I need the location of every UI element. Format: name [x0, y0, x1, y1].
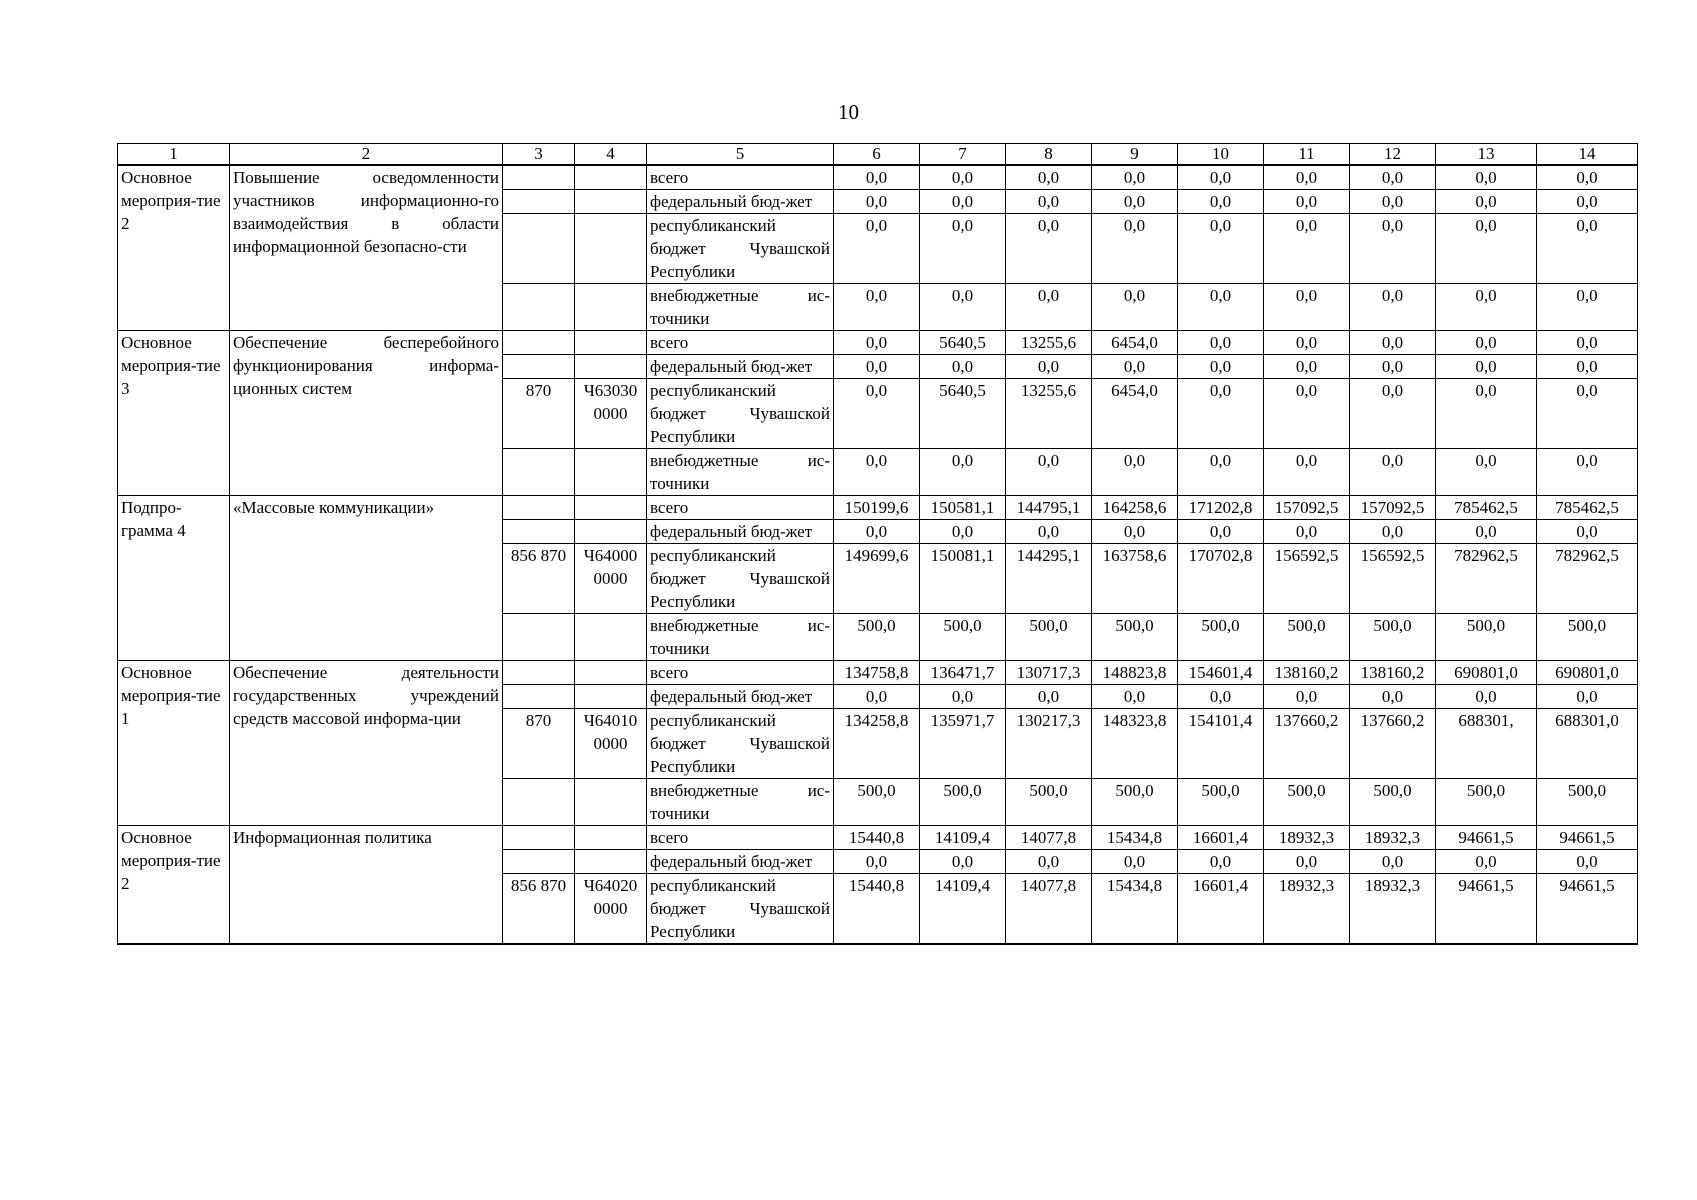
value-cell: 148823,8 — [1092, 661, 1178, 685]
value-cell: 0,0 — [1537, 379, 1638, 449]
value-cell: 148323,8 — [1092, 709, 1178, 779]
grbs-code-cell: 870 — [503, 379, 575, 449]
target-code-cell — [575, 284, 647, 331]
value-cell: 0,0 — [1436, 355, 1537, 379]
funding-source-cell: федеральный бюд-жет — [647, 850, 834, 874]
value-cell: 0,0 — [1537, 165, 1638, 190]
value-cell: 0,0 — [1264, 190, 1350, 214]
target-code-cell — [575, 449, 647, 496]
value-cell: 0,0 — [1006, 190, 1092, 214]
target-code-cell — [575, 190, 647, 214]
value-cell: 15440,8 — [834, 874, 920, 945]
grbs-code-cell — [503, 685, 575, 709]
value-cell: 0,0 — [1178, 379, 1264, 449]
value-cell: 0,0 — [1436, 284, 1537, 331]
value-cell: 150581,1 — [920, 496, 1006, 520]
value-cell: 18932,3 — [1264, 826, 1350, 850]
value-cell: 163758,6 — [1092, 544, 1178, 614]
target-code-cell — [575, 520, 647, 544]
header-cell-4: 4 — [575, 144, 647, 166]
measure-type-cell: Основное мероприя-тие 2 — [118, 165, 230, 331]
value-cell: 16601,4 — [1178, 874, 1264, 945]
grbs-code-cell: 856 870 — [503, 874, 575, 945]
value-cell: 0,0 — [1264, 685, 1350, 709]
value-cell: 0,0 — [1092, 520, 1178, 544]
grbs-code-cell — [503, 355, 575, 379]
value-cell: 14077,8 — [1006, 826, 1092, 850]
measure-title-cell: Информационная политика — [230, 826, 503, 945]
value-cell: 18932,3 — [1350, 874, 1436, 945]
value-cell: 0,0 — [1264, 449, 1350, 496]
value-cell: 18932,3 — [1350, 826, 1436, 850]
measure-type-cell: Основное мероприя-тие 1 — [118, 661, 230, 826]
value-cell: 0,0 — [834, 165, 920, 190]
value-cell: 0,0 — [920, 355, 1006, 379]
value-cell: 0,0 — [1436, 165, 1537, 190]
header-cell-13: 13 — [1436, 144, 1537, 166]
grbs-code-cell — [503, 190, 575, 214]
header-cell-7: 7 — [920, 144, 1006, 166]
value-cell: 0,0 — [834, 520, 920, 544]
value-cell: 0,0 — [1178, 449, 1264, 496]
header-cell-10: 10 — [1178, 144, 1264, 166]
target-code-cell — [575, 661, 647, 685]
value-cell: 0,0 — [1006, 355, 1092, 379]
value-cell: 14109,4 — [920, 826, 1006, 850]
value-cell: 0,0 — [1006, 520, 1092, 544]
value-cell: 500,0 — [1006, 779, 1092, 826]
grbs-code-cell — [503, 614, 575, 661]
value-cell: 157092,5 — [1264, 496, 1350, 520]
value-cell: 500,0 — [1537, 614, 1638, 661]
value-cell: 688301, — [1436, 709, 1537, 779]
value-cell: 156592,5 — [1264, 544, 1350, 614]
value-cell: 164258,6 — [1092, 496, 1178, 520]
value-cell: 0,0 — [1006, 449, 1092, 496]
value-cell: 130217,3 — [1006, 709, 1092, 779]
value-cell: 690801,0 — [1537, 661, 1638, 685]
value-cell: 500,0 — [1350, 779, 1436, 826]
funding-source-cell: внебюджетные ис-точники — [647, 284, 834, 331]
funding-source-cell: федеральный бюд-жет — [647, 520, 834, 544]
value-cell: 0,0 — [1436, 850, 1537, 874]
grbs-code-cell — [503, 779, 575, 826]
value-cell: 500,0 — [1006, 614, 1092, 661]
value-cell: 782962,5 — [1436, 544, 1537, 614]
value-cell: 500,0 — [1436, 614, 1537, 661]
grbs-code-cell — [503, 661, 575, 685]
measure-title-cell: Обеспечение бесперебойного функционирования информа-ционных систем — [230, 331, 503, 496]
value-cell: 144295,1 — [1006, 544, 1092, 614]
value-cell: 0,0 — [1350, 165, 1436, 190]
value-cell: 154601,4 — [1178, 661, 1264, 685]
target-code-cell — [575, 331, 647, 355]
grbs-code-cell — [503, 449, 575, 496]
target-code-cell: Ч63030 0000 — [575, 379, 647, 449]
funding-source-cell: республиканский бюджет Чувашской Республики — [647, 379, 834, 449]
value-cell: 16601,4 — [1178, 826, 1264, 850]
value-cell: 154101,4 — [1178, 709, 1264, 779]
value-cell: 6454,0 — [1092, 331, 1178, 355]
value-cell: 0,0 — [1092, 850, 1178, 874]
value-cell: 130717,3 — [1006, 661, 1092, 685]
target-code-cell — [575, 779, 647, 826]
value-cell: 150199,6 — [834, 496, 920, 520]
value-cell: 18932,3 — [1264, 874, 1350, 945]
value-cell: 137660,2 — [1264, 709, 1350, 779]
value-cell: 0,0 — [1006, 850, 1092, 874]
value-cell: 5640,5 — [920, 331, 1006, 355]
funding-source-cell: всего — [647, 496, 834, 520]
funding-source-cell: внебюджетные ис-точники — [647, 614, 834, 661]
value-cell: 0,0 — [920, 685, 1006, 709]
value-cell: 0,0 — [834, 190, 920, 214]
value-cell: 150081,1 — [920, 544, 1006, 614]
value-cell: 149699,6 — [834, 544, 920, 614]
table-row — [118, 496, 1638, 520]
value-cell: 690801,0 — [1436, 661, 1537, 685]
target-code-cell — [575, 685, 647, 709]
grbs-code-cell — [503, 214, 575, 284]
funding-source-cell: всего — [647, 826, 834, 850]
value-cell: 500,0 — [1264, 614, 1350, 661]
value-cell: 135971,7 — [920, 709, 1006, 779]
value-cell: 138160,2 — [1350, 661, 1436, 685]
value-cell: 156592,5 — [1350, 544, 1436, 614]
grbs-code-cell — [503, 284, 575, 331]
value-cell: 0,0 — [1178, 850, 1264, 874]
value-cell: 0,0 — [1350, 331, 1436, 355]
value-cell: 0,0 — [1436, 331, 1537, 355]
target-code-cell — [575, 826, 647, 850]
value-cell: 688301,0 — [1537, 709, 1638, 779]
value-cell: 0,0 — [834, 355, 920, 379]
value-cell: 0,0 — [920, 214, 1006, 284]
value-cell: 0,0 — [1436, 190, 1537, 214]
funding-source-cell: внебюджетные ис-точники — [647, 779, 834, 826]
value-cell: 0,0 — [1537, 284, 1638, 331]
value-cell: 0,0 — [1537, 190, 1638, 214]
value-cell: 0,0 — [834, 379, 920, 449]
value-cell: 785462,5 — [1436, 496, 1537, 520]
value-cell: 0,0 — [1436, 520, 1537, 544]
funding-source-cell: федеральный бюд-жет — [647, 355, 834, 379]
value-cell: 0,0 — [920, 520, 1006, 544]
value-cell: 14077,8 — [1006, 874, 1092, 945]
value-cell: 15440,8 — [834, 826, 920, 850]
value-cell: 134758,8 — [834, 661, 920, 685]
table-row — [118, 165, 1638, 190]
value-cell: 500,0 — [1436, 779, 1537, 826]
value-cell: 0,0 — [920, 165, 1006, 190]
value-cell: 0,0 — [1264, 331, 1350, 355]
funding-source-cell: всего — [647, 165, 834, 190]
value-cell: 0,0 — [1092, 165, 1178, 190]
value-cell: 0,0 — [1006, 685, 1092, 709]
value-cell: 0,0 — [1178, 331, 1264, 355]
header-cell-11: 11 — [1264, 144, 1350, 166]
value-cell: 0,0 — [1264, 355, 1350, 379]
target-code-cell — [575, 850, 647, 874]
value-cell: 0,0 — [1092, 284, 1178, 331]
value-cell: 500,0 — [920, 614, 1006, 661]
table-row — [118, 331, 1638, 355]
value-cell: 0,0 — [1350, 284, 1436, 331]
value-cell: 0,0 — [1350, 214, 1436, 284]
value-cell: 500,0 — [920, 779, 1006, 826]
header-cell-9: 9 — [1092, 144, 1178, 166]
value-cell: 0,0 — [920, 850, 1006, 874]
value-cell: 137660,2 — [1350, 709, 1436, 779]
funding-source-cell: федеральный бюд-жет — [647, 685, 834, 709]
value-cell: 0,0 — [834, 685, 920, 709]
measure-title-cell: «Массовые коммуникации» — [230, 496, 503, 661]
funding-source-cell: республиканский бюджет Чувашской Республики — [647, 709, 834, 779]
funding-source-cell: федеральный бюд-жет — [647, 190, 834, 214]
value-cell: 0,0 — [1436, 449, 1537, 496]
value-cell: 13255,6 — [1006, 379, 1092, 449]
value-cell: 157092,5 — [1350, 496, 1436, 520]
measure-type-cell: Подпро-грамма 4 — [118, 496, 230, 661]
value-cell: 0,0 — [1436, 685, 1537, 709]
value-cell: 13255,6 — [1006, 331, 1092, 355]
grbs-code-cell: 870 — [503, 709, 575, 779]
value-cell: 500,0 — [834, 779, 920, 826]
value-cell: 0,0 — [920, 190, 1006, 214]
value-cell: 0,0 — [1350, 449, 1436, 496]
header-row — [118, 144, 1638, 166]
value-cell: 0,0 — [1350, 379, 1436, 449]
value-cell: 138160,2 — [1264, 661, 1350, 685]
value-cell: 0,0 — [1537, 449, 1638, 496]
value-cell: 782962,5 — [1537, 544, 1638, 614]
grbs-code-cell — [503, 331, 575, 355]
value-cell: 0,0 — [1264, 379, 1350, 449]
value-cell: 500,0 — [1092, 614, 1178, 661]
value-cell: 0,0 — [1178, 214, 1264, 284]
target-code-cell — [575, 214, 647, 284]
measure-type-cell: Основное мероприя-тие 3 — [118, 331, 230, 496]
value-cell: 0,0 — [1006, 284, 1092, 331]
value-cell: 0,0 — [1264, 850, 1350, 874]
header-cell-3: 3 — [503, 144, 575, 166]
value-cell: 0,0 — [1537, 355, 1638, 379]
value-cell: 0,0 — [1092, 214, 1178, 284]
value-cell: 94661,5 — [1537, 826, 1638, 850]
value-cell: 94661,5 — [1436, 874, 1537, 945]
value-cell: 500,0 — [1178, 779, 1264, 826]
value-cell: 0,0 — [1537, 850, 1638, 874]
target-code-cell — [575, 355, 647, 379]
value-cell: 0,0 — [1537, 520, 1638, 544]
value-cell: 136471,7 — [920, 661, 1006, 685]
table-body — [118, 165, 1638, 944]
value-cell: 0,0 — [1436, 214, 1537, 284]
value-cell: 500,0 — [834, 614, 920, 661]
value-cell: 0,0 — [834, 214, 920, 284]
funding-source-cell: внебюджетные ис-точники — [647, 449, 834, 496]
value-cell: 6454,0 — [1092, 379, 1178, 449]
value-cell: 500,0 — [1092, 779, 1178, 826]
funding-source-cell: всего — [647, 661, 834, 685]
value-cell: 0,0 — [1350, 850, 1436, 874]
grbs-code-cell — [503, 165, 575, 190]
value-cell: 0,0 — [1178, 520, 1264, 544]
value-cell: 94661,5 — [1537, 874, 1638, 945]
value-cell: 500,0 — [1537, 779, 1638, 826]
value-cell: 0,0 — [1537, 214, 1638, 284]
target-code-cell: Ч64010 0000 — [575, 709, 647, 779]
value-cell: 0,0 — [1092, 190, 1178, 214]
value-cell: 500,0 — [1264, 779, 1350, 826]
value-cell: 0,0 — [834, 850, 920, 874]
value-cell: 144795,1 — [1006, 496, 1092, 520]
header-cell-12: 12 — [1350, 144, 1436, 166]
grbs-code-cell: 856 870 — [503, 544, 575, 614]
grbs-code-cell — [503, 826, 575, 850]
value-cell: 500,0 — [1178, 614, 1264, 661]
measure-type-cell: Основное мероприя-тие 2 — [118, 826, 230, 945]
target-code-cell — [575, 165, 647, 190]
value-cell: 0,0 — [1092, 685, 1178, 709]
table-row — [118, 826, 1638, 850]
value-cell: 14109,4 — [920, 874, 1006, 945]
value-cell: 0,0 — [920, 449, 1006, 496]
target-code-cell: Ч64020 0000 — [575, 874, 647, 945]
target-code-cell: Ч64000 0000 — [575, 544, 647, 614]
value-cell: 0,0 — [834, 284, 920, 331]
header-cell-6: 6 — [834, 144, 920, 166]
value-cell: 170702,8 — [1178, 544, 1264, 614]
funding-source-cell: республиканский бюджет Чувашской Республики — [647, 214, 834, 284]
value-cell: 15434,8 — [1092, 826, 1178, 850]
value-cell: 94661,5 — [1436, 826, 1537, 850]
measure-title-cell: Обеспечение деятельности государственных учреждений средств массовой информа-ции — [230, 661, 503, 826]
value-cell: 0,0 — [1350, 190, 1436, 214]
value-cell: 0,0 — [1092, 449, 1178, 496]
value-cell: 0,0 — [1264, 214, 1350, 284]
value-cell: 0,0 — [1006, 165, 1092, 190]
value-cell: 0,0 — [1264, 520, 1350, 544]
header-cell-8: 8 — [1006, 144, 1092, 166]
value-cell: 15434,8 — [1092, 874, 1178, 945]
target-code-cell — [575, 614, 647, 661]
header-cell-14: 14 — [1537, 144, 1638, 166]
budget-table — [117, 143, 1638, 945]
value-cell: 0,0 — [1178, 685, 1264, 709]
target-code-cell — [575, 496, 647, 520]
value-cell: 0,0 — [1537, 685, 1638, 709]
funding-source-cell: всего — [647, 331, 834, 355]
grbs-code-cell — [503, 850, 575, 874]
measure-title-cell: Повышение осведомленности участников информационно-го взаимодействия в области информационной безопасно-сти — [230, 165, 503, 331]
header-cell-2: 2 — [230, 144, 503, 166]
value-cell: 134258,8 — [834, 709, 920, 779]
funding-source-cell: республиканский бюджет Чувашской Республики — [647, 544, 834, 614]
table-row — [118, 661, 1638, 685]
value-cell: 0,0 — [1436, 379, 1537, 449]
value-cell: 0,0 — [1350, 355, 1436, 379]
value-cell: 0,0 — [834, 449, 920, 496]
value-cell: 0,0 — [1178, 355, 1264, 379]
header-cell-1: 1 — [118, 144, 230, 166]
value-cell: 0,0 — [834, 331, 920, 355]
grbs-code-cell — [503, 496, 575, 520]
value-cell: 0,0 — [1092, 355, 1178, 379]
funding-source-cell: республиканский бюджет Чувашской Республики — [647, 874, 834, 945]
value-cell: 5640,5 — [920, 379, 1006, 449]
value-cell: 0,0 — [1350, 520, 1436, 544]
value-cell: 0,0 — [1537, 331, 1638, 355]
page-number: 10 — [838, 100, 859, 124]
value-cell: 171202,8 — [1178, 496, 1264, 520]
value-cell: 785462,5 — [1537, 496, 1638, 520]
value-cell: 0,0 — [1264, 165, 1350, 190]
header-cell-5: 5 — [647, 144, 834, 166]
value-cell: 0,0 — [1264, 284, 1350, 331]
value-cell: 0,0 — [920, 284, 1006, 331]
value-cell: 0,0 — [1350, 685, 1436, 709]
value-cell: 0,0 — [1178, 190, 1264, 214]
value-cell: 0,0 — [1006, 214, 1092, 284]
value-cell: 500,0 — [1350, 614, 1436, 661]
value-cell: 0,0 — [1178, 165, 1264, 190]
value-cell: 0,0 — [1178, 284, 1264, 331]
grbs-code-cell — [503, 520, 575, 544]
